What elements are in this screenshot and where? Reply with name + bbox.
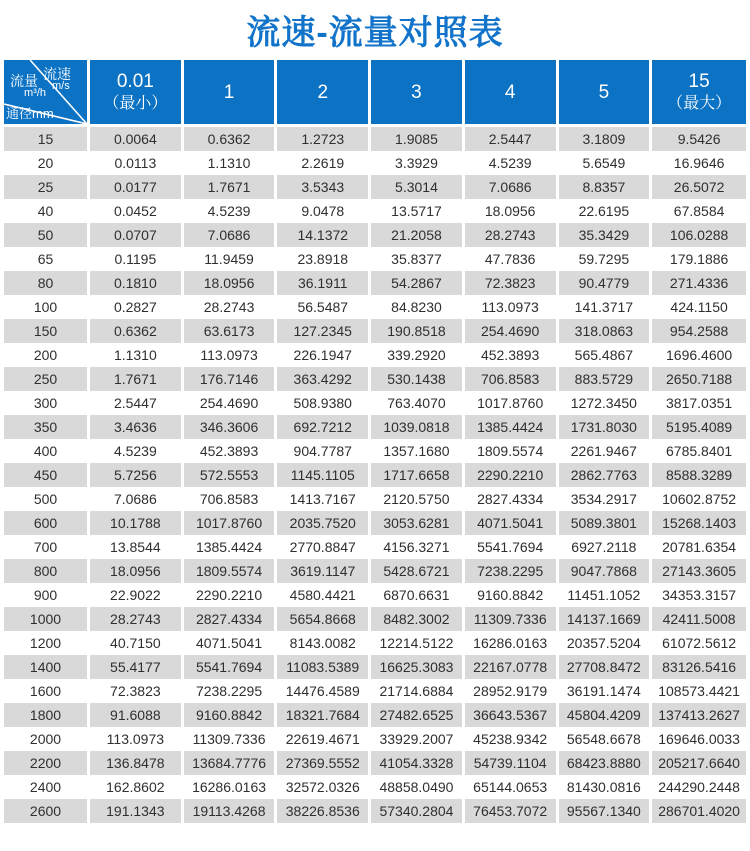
flow-value-cell: 1.7671 bbox=[184, 175, 278, 199]
velocity-unit-label: m/s bbox=[52, 80, 70, 92]
flow-value-cell: 22.9022 bbox=[90, 583, 184, 607]
flow-value-cell: 18321.7684 bbox=[277, 703, 371, 727]
flow-value-cell: 65144.0653 bbox=[465, 775, 559, 799]
flow-value-cell: 565.4867 bbox=[559, 343, 653, 367]
table-row bbox=[4, 439, 746, 463]
flow-value-cell: 4.5239 bbox=[184, 199, 278, 223]
corner-header-cell bbox=[4, 60, 90, 127]
flow-value-cell: 34353.3157 bbox=[652, 583, 746, 607]
flow-value-cell: 35.8377 bbox=[371, 247, 465, 271]
table-row bbox=[4, 391, 746, 415]
table-row bbox=[4, 511, 746, 535]
flow-value-cell: 2827.4334 bbox=[184, 607, 278, 631]
table-row bbox=[4, 727, 746, 751]
table-row bbox=[4, 799, 746, 823]
flow-value-cell: 424.1150 bbox=[652, 295, 746, 319]
table-row bbox=[4, 199, 746, 223]
table-row bbox=[4, 655, 746, 679]
flow-value-cell: 883.5729 bbox=[559, 367, 653, 391]
flow-value-cell: 271.4336 bbox=[652, 271, 746, 295]
flow-value-cell: 13.5717 bbox=[371, 199, 465, 223]
flow-value-cell: 2120.5750 bbox=[371, 487, 465, 511]
flow-value-cell: 28.2743 bbox=[184, 295, 278, 319]
velocity-column-header bbox=[90, 60, 184, 127]
diameter-cell: 80 bbox=[4, 271, 90, 295]
flow-value-cell: 3619.1147 bbox=[277, 559, 371, 583]
flow-value-cell: 9.5426 bbox=[652, 127, 746, 151]
flow-value-cell: 4.5239 bbox=[90, 439, 184, 463]
flow-value-cell: 22.6195 bbox=[559, 199, 653, 223]
flow-value-cell: 286701.4020 bbox=[652, 799, 746, 823]
flow-value-cell: 7.0686 bbox=[184, 223, 278, 247]
flow-value-cell: 6927.2118 bbox=[559, 535, 653, 559]
flow-value-cell: 36643.5367 bbox=[465, 703, 559, 727]
flow-value-cell: 1357.1680 bbox=[371, 439, 465, 463]
flow-value-cell: 16286.0163 bbox=[465, 631, 559, 655]
flow-value-cell: 205217.6640 bbox=[652, 751, 746, 775]
table-row bbox=[4, 271, 746, 295]
flow-value-cell: 1.2723 bbox=[277, 127, 371, 151]
table-row bbox=[4, 775, 746, 799]
flow-value-cell: 5541.7694 bbox=[184, 655, 278, 679]
flow-value-cell: 22619.4671 bbox=[277, 727, 371, 751]
velocity-value: 3 bbox=[411, 81, 422, 103]
flow-value-cell: 57340.2804 bbox=[371, 799, 465, 823]
flow-value-cell: 1.1310 bbox=[90, 343, 184, 367]
flow-value-cell: 137413.2627 bbox=[652, 703, 746, 727]
flow-value-cell: 8.8357 bbox=[559, 175, 653, 199]
flow-value-cell: 21714.6884 bbox=[371, 679, 465, 703]
flow-value-cell: 5.3014 bbox=[371, 175, 465, 199]
flow-rate-table bbox=[4, 60, 746, 823]
flow-value-cell: 572.5553 bbox=[184, 463, 278, 487]
flow-value-cell: 113.0973 bbox=[465, 295, 559, 319]
diameter-cell: 100 bbox=[4, 295, 90, 319]
flow-value-cell: 76453.7072 bbox=[465, 799, 559, 823]
diameter-cell: 2000 bbox=[4, 727, 90, 751]
flow-value-cell: 16.9646 bbox=[652, 151, 746, 175]
flow-value-cell: 45238.9342 bbox=[465, 727, 559, 751]
flow-value-cell: 254.4690 bbox=[465, 319, 559, 343]
flow-value-cell: 0.6362 bbox=[184, 127, 278, 151]
flow-value-cell: 54739.1104 bbox=[465, 751, 559, 775]
diameter-cell: 2600 bbox=[4, 799, 90, 823]
page-title: 流速-流量对照表 bbox=[246, 14, 504, 52]
flow-value-cell: 18.0956 bbox=[184, 271, 278, 295]
flow-value-cell: 452.3893 bbox=[184, 439, 278, 463]
flow-value-cell: 169646.0033 bbox=[652, 727, 746, 751]
flow-value-cell: 6785.8401 bbox=[652, 439, 746, 463]
flow-value-cell: 108573.4421 bbox=[652, 679, 746, 703]
table-row bbox=[4, 319, 746, 343]
flow-value-cell: 1272.3450 bbox=[559, 391, 653, 415]
velocity-column-header bbox=[559, 60, 653, 127]
diameter-cell: 40 bbox=[4, 199, 90, 223]
flow-value-cell: 11083.5389 bbox=[277, 655, 371, 679]
table-row bbox=[4, 223, 746, 247]
flow-value-cell: 12214.5122 bbox=[371, 631, 465, 655]
table-body bbox=[4, 127, 746, 823]
flow-value-cell: 56548.6678 bbox=[559, 727, 653, 751]
flow-value-cell: 63.6173 bbox=[184, 319, 278, 343]
velocity-column-header bbox=[652, 60, 746, 127]
table-header bbox=[4, 60, 746, 127]
flow-value-cell: 28.2743 bbox=[90, 607, 184, 631]
flow-value-cell: 318.0863 bbox=[559, 319, 653, 343]
flow-value-cell: 0.0113 bbox=[90, 151, 184, 175]
flow-value-cell: 5.7256 bbox=[90, 463, 184, 487]
velocity-value: 5 bbox=[598, 81, 610, 103]
flow-value-cell: 2035.7520 bbox=[277, 511, 371, 535]
table-row bbox=[4, 631, 746, 655]
flow-value-cell: 16625.3083 bbox=[371, 655, 465, 679]
flow-value-cell: 35.3429 bbox=[559, 223, 653, 247]
flow-value-cell: 10602.8752 bbox=[652, 487, 746, 511]
flow-value-cell: 190.8518 bbox=[371, 319, 465, 343]
table-row bbox=[4, 343, 746, 367]
flow-value-cell: 26.5072 bbox=[652, 175, 746, 199]
flow-value-cell: 2770.8847 bbox=[277, 535, 371, 559]
flow-value-cell: 14.1372 bbox=[277, 223, 371, 247]
flow-value-cell: 162.8602 bbox=[90, 775, 184, 799]
flow-value-cell: 2862.7763 bbox=[559, 463, 653, 487]
flow-value-cell: 1145.1105 bbox=[277, 463, 371, 487]
flow-value-cell: 904.7787 bbox=[277, 439, 371, 463]
table-row bbox=[4, 367, 746, 391]
table-row bbox=[4, 151, 746, 175]
flow-value-cell: 16286.0163 bbox=[184, 775, 278, 799]
flow-value-cell: 3.5343 bbox=[277, 175, 371, 199]
flow-value-cell: 33929.2007 bbox=[371, 727, 465, 751]
flow-value-cell: 3.3929 bbox=[371, 151, 465, 175]
flow-value-cell: 2650.7188 bbox=[652, 367, 746, 391]
flow-value-cell: 2290.2210 bbox=[465, 463, 559, 487]
diameter-cell: 1200 bbox=[4, 631, 90, 655]
flow-value-cell: 3.1809 bbox=[559, 127, 653, 151]
flow-value-cell: 1385.4424 bbox=[465, 415, 559, 439]
flow-value-cell: 14137.1669 bbox=[559, 607, 653, 631]
flow-value-cell: 72.3823 bbox=[465, 271, 559, 295]
diameter-cell: 700 bbox=[4, 535, 90, 559]
flow-value-cell: 1385.4424 bbox=[184, 535, 278, 559]
velocity-column-header bbox=[184, 60, 278, 127]
flow-value-cell: 1413.7167 bbox=[277, 487, 371, 511]
flow-value-cell: 5.6549 bbox=[559, 151, 653, 175]
flow-value-cell: 1017.8760 bbox=[465, 391, 559, 415]
table-row bbox=[4, 463, 746, 487]
flow-value-cell: 127.2345 bbox=[277, 319, 371, 343]
flow-value-cell: 9160.8842 bbox=[465, 583, 559, 607]
flow-value-cell: 4.5239 bbox=[465, 151, 559, 175]
flow-value-cell: 21.2058 bbox=[371, 223, 465, 247]
flow-value-cell: 4156.3271 bbox=[371, 535, 465, 559]
diameter-cell: 15 bbox=[4, 127, 90, 151]
velocity-column-header bbox=[465, 60, 559, 127]
velocity-value: 0.01 bbox=[116, 71, 154, 92]
flow-value-cell: 1.9085 bbox=[371, 127, 465, 151]
flow-unit-label: m³/h bbox=[24, 87, 46, 99]
flow-value-cell: 508.9380 bbox=[277, 391, 371, 415]
flow-value-cell: 27143.3605 bbox=[652, 559, 746, 583]
diameter-cell: 2200 bbox=[4, 751, 90, 775]
flow-value-cell: 3053.6281 bbox=[371, 511, 465, 535]
flow-value-cell: 113.0973 bbox=[90, 727, 184, 751]
diameter-cell: 200 bbox=[4, 343, 90, 367]
table-row bbox=[4, 535, 746, 559]
flow-value-cell: 7238.2295 bbox=[184, 679, 278, 703]
flow-value-cell: 1017.8760 bbox=[184, 511, 278, 535]
flow-value-cell: 0.0177 bbox=[90, 175, 184, 199]
flow-value-cell: 72.3823 bbox=[90, 679, 184, 703]
flow-value-cell: 5541.7694 bbox=[465, 535, 559, 559]
table-row bbox=[4, 559, 746, 583]
flow-value-cell: 11309.7336 bbox=[465, 607, 559, 631]
flow-value-cell: 706.8583 bbox=[465, 367, 559, 391]
diameter-cell: 25 bbox=[4, 175, 90, 199]
flow-value-cell: 18.0956 bbox=[90, 559, 184, 583]
flow-value-cell: 0.1810 bbox=[90, 271, 184, 295]
flow-value-cell: 5195.4089 bbox=[652, 415, 746, 439]
flow-value-cell: 0.1195 bbox=[90, 247, 184, 271]
velocity-value: 4 bbox=[504, 81, 516, 103]
diameter-cell: 1800 bbox=[4, 703, 90, 727]
flow-value-cell: 106.0288 bbox=[652, 223, 746, 247]
diameter-cell: 150 bbox=[4, 319, 90, 343]
diameter-cell: 1000 bbox=[4, 607, 90, 631]
flow-value-cell: 54.2867 bbox=[371, 271, 465, 295]
flow-value-cell: 20357.5204 bbox=[559, 631, 653, 655]
diameter-cell: 500 bbox=[4, 487, 90, 511]
flow-value-cell: 9160.8842 bbox=[184, 703, 278, 727]
diameter-cell: 400 bbox=[4, 439, 90, 463]
diameter-cell: 1600 bbox=[4, 679, 90, 703]
diameter-cell: 800 bbox=[4, 559, 90, 583]
flow-value-cell: 244290.2448 bbox=[652, 775, 746, 799]
table-row bbox=[4, 679, 746, 703]
table-row bbox=[4, 415, 746, 439]
diameter-cell: 65 bbox=[4, 247, 90, 271]
flow-value-cell: 141.3717 bbox=[559, 295, 653, 319]
flow-value-cell: 2290.2210 bbox=[184, 583, 278, 607]
flow-value-cell: 0.0707 bbox=[90, 223, 184, 247]
table-row bbox=[4, 175, 746, 199]
flow-value-cell: 954.2588 bbox=[652, 319, 746, 343]
flow-value-cell: 2.5447 bbox=[90, 391, 184, 415]
flow-value-cell: 61072.5612 bbox=[652, 631, 746, 655]
flow-value-cell: 363.4292 bbox=[277, 367, 371, 391]
flow-value-cell: 41054.3328 bbox=[371, 751, 465, 775]
flow-value-cell: 254.4690 bbox=[184, 391, 278, 415]
flow-value-cell: 11451.1052 bbox=[559, 583, 653, 607]
table-row bbox=[4, 607, 746, 631]
velocity-column-header bbox=[371, 60, 465, 127]
velocity-value: 2 bbox=[317, 81, 329, 103]
flow-value-cell: 40.7150 bbox=[90, 631, 184, 655]
flow-value-cell: 0.0452 bbox=[90, 199, 184, 223]
flow-value-cell: 346.3606 bbox=[184, 415, 278, 439]
diameter-cell: 20 bbox=[4, 151, 90, 175]
flow-value-cell: 68423.8880 bbox=[559, 751, 653, 775]
flow-value-cell: 95567.1340 bbox=[559, 799, 653, 823]
table-row bbox=[4, 583, 746, 607]
flow-value-cell: 5428.6721 bbox=[371, 559, 465, 583]
flow-label: 流量 bbox=[10, 73, 38, 89]
flow-value-cell: 56.5487 bbox=[277, 295, 371, 319]
flow-value-cell: 179.1886 bbox=[652, 247, 746, 271]
flow-value-cell: 176.7146 bbox=[184, 367, 278, 391]
flow-value-cell: 530.1438 bbox=[371, 367, 465, 391]
velocity-note: （最大） bbox=[667, 95, 732, 112]
flow-value-cell: 2261.9467 bbox=[559, 439, 653, 463]
flow-value-cell: 113.0973 bbox=[184, 343, 278, 367]
flow-value-cell: 45804.4209 bbox=[559, 703, 653, 727]
table-row bbox=[4, 295, 746, 319]
flow-value-cell: 191.1343 bbox=[90, 799, 184, 823]
table-row bbox=[4, 703, 746, 727]
flow-value-cell: 1039.0818 bbox=[371, 415, 465, 439]
flow-value-cell: 15268.1403 bbox=[652, 511, 746, 535]
diameter-cell: 350 bbox=[4, 415, 90, 439]
flow-value-cell: 8588.3289 bbox=[652, 463, 746, 487]
flow-value-cell: 59.7295 bbox=[559, 247, 653, 271]
flow-value-cell: 0.6362 bbox=[90, 319, 184, 343]
flow-value-cell: 4071.5041 bbox=[465, 511, 559, 535]
flow-value-cell: 3817.0351 bbox=[652, 391, 746, 415]
flow-value-cell: 1.7671 bbox=[90, 367, 184, 391]
table-row bbox=[4, 127, 746, 151]
velocity-column-header bbox=[277, 60, 371, 127]
flow-value-cell: 1696.4600 bbox=[652, 343, 746, 367]
diameter-cell: 600 bbox=[4, 511, 90, 535]
flow-value-cell: 5089.3801 bbox=[559, 511, 653, 535]
flow-value-cell: 14476.4589 bbox=[277, 679, 371, 703]
flow-value-cell: 28952.9179 bbox=[465, 679, 559, 703]
flow-value-cell: 9.0478 bbox=[277, 199, 371, 223]
flow-value-cell: 9047.7868 bbox=[559, 559, 653, 583]
table-row bbox=[4, 751, 746, 775]
flow-value-cell: 1717.6658 bbox=[371, 463, 465, 487]
flow-value-cell: 8482.3002 bbox=[371, 607, 465, 631]
diameter-cell: 900 bbox=[4, 583, 90, 607]
flow-value-cell: 27708.8472 bbox=[559, 655, 653, 679]
flow-value-cell: 42411.5008 bbox=[652, 607, 746, 631]
diameter-cell: 50 bbox=[4, 223, 90, 247]
flow-value-cell: 7238.2295 bbox=[465, 559, 559, 583]
flow-value-cell: 28.2743 bbox=[465, 223, 559, 247]
velocity-value: 15 bbox=[688, 71, 710, 92]
flow-value-cell: 8143.0082 bbox=[277, 631, 371, 655]
flow-value-cell: 3534.2917 bbox=[559, 487, 653, 511]
flow-value-cell: 2.5447 bbox=[465, 127, 559, 151]
flow-value-cell: 1.1310 bbox=[184, 151, 278, 175]
flow-value-cell: 83126.5416 bbox=[652, 655, 746, 679]
flow-value-cell: 5654.8668 bbox=[277, 607, 371, 631]
flow-value-cell: 4071.5041 bbox=[184, 631, 278, 655]
flow-value-cell: 1809.5574 bbox=[184, 559, 278, 583]
flow-value-cell: 22167.0778 bbox=[465, 655, 559, 679]
flow-value-cell: 18.0956 bbox=[465, 199, 559, 223]
flow-value-cell: 7.0686 bbox=[90, 487, 184, 511]
flow-value-cell: 1809.5574 bbox=[465, 439, 559, 463]
flow-value-cell: 0.0064 bbox=[90, 127, 184, 151]
flow-value-cell: 84.8230 bbox=[371, 295, 465, 319]
flow-value-cell: 339.2920 bbox=[371, 343, 465, 367]
velocity-note: （最小） bbox=[103, 95, 168, 112]
flow-value-cell: 90.4779 bbox=[559, 271, 653, 295]
diameter-cell: 250 bbox=[4, 367, 90, 391]
flow-value-cell: 2827.4334 bbox=[465, 487, 559, 511]
flow-value-cell: 23.8918 bbox=[277, 247, 371, 271]
velocity-value: 1 bbox=[223, 81, 235, 103]
diameter-cell: 450 bbox=[4, 463, 90, 487]
diameter-cell: 2400 bbox=[4, 775, 90, 799]
flow-value-cell: 13.8544 bbox=[90, 535, 184, 559]
flow-value-cell: 4580.4421 bbox=[277, 583, 371, 607]
flow-value-cell: 27482.6525 bbox=[371, 703, 465, 727]
flow-value-cell: 20781.6354 bbox=[652, 535, 746, 559]
flow-value-cell: 48858.0490 bbox=[371, 775, 465, 799]
flow-value-cell: 2.2619 bbox=[277, 151, 371, 175]
flow-value-cell: 81430.0816 bbox=[559, 775, 653, 799]
flow-value-cell: 11.9459 bbox=[184, 247, 278, 271]
flow-value-cell: 32572.0326 bbox=[277, 775, 371, 799]
flow-value-cell: 1731.8030 bbox=[559, 415, 653, 439]
diameter-cell: 300 bbox=[4, 391, 90, 415]
flow-value-cell: 27369.5552 bbox=[277, 751, 371, 775]
diameter-label: 通径mm bbox=[6, 106, 54, 121]
flow-value-cell: 763.4070 bbox=[371, 391, 465, 415]
flow-value-cell: 55.4177 bbox=[90, 655, 184, 679]
flow-value-cell: 6870.6631 bbox=[371, 583, 465, 607]
flow-value-cell: 3.4636 bbox=[90, 415, 184, 439]
flow-value-cell: 91.6088 bbox=[90, 703, 184, 727]
table-row bbox=[4, 247, 746, 271]
diameter-cell: 1400 bbox=[4, 655, 90, 679]
flow-value-cell: 226.1947 bbox=[277, 343, 371, 367]
flow-value-cell: 36.1911 bbox=[277, 271, 371, 295]
flow-value-cell: 452.3893 bbox=[465, 343, 559, 367]
flow-value-cell: 38226.8536 bbox=[277, 799, 371, 823]
flow-value-cell: 11309.7336 bbox=[184, 727, 278, 751]
flow-value-cell: 10.1788 bbox=[90, 511, 184, 535]
flow-value-cell: 36191.1474 bbox=[559, 679, 653, 703]
velocity-label: 流速 bbox=[43, 66, 71, 82]
flow-value-cell: 13684.7776 bbox=[184, 751, 278, 775]
table-row bbox=[4, 487, 746, 511]
flow-value-cell: 136.8478 bbox=[90, 751, 184, 775]
flow-value-cell: 706.8583 bbox=[184, 487, 278, 511]
flow-value-cell: 67.8584 bbox=[652, 199, 746, 223]
flow-value-cell: 692.7212 bbox=[277, 415, 371, 439]
flow-value-cell: 47.7836 bbox=[465, 247, 559, 271]
flow-value-cell: 7.0686 bbox=[465, 175, 559, 199]
flow-value-cell: 0.2827 bbox=[90, 295, 184, 319]
flow-value-cell: 19113.4268 bbox=[184, 799, 278, 823]
